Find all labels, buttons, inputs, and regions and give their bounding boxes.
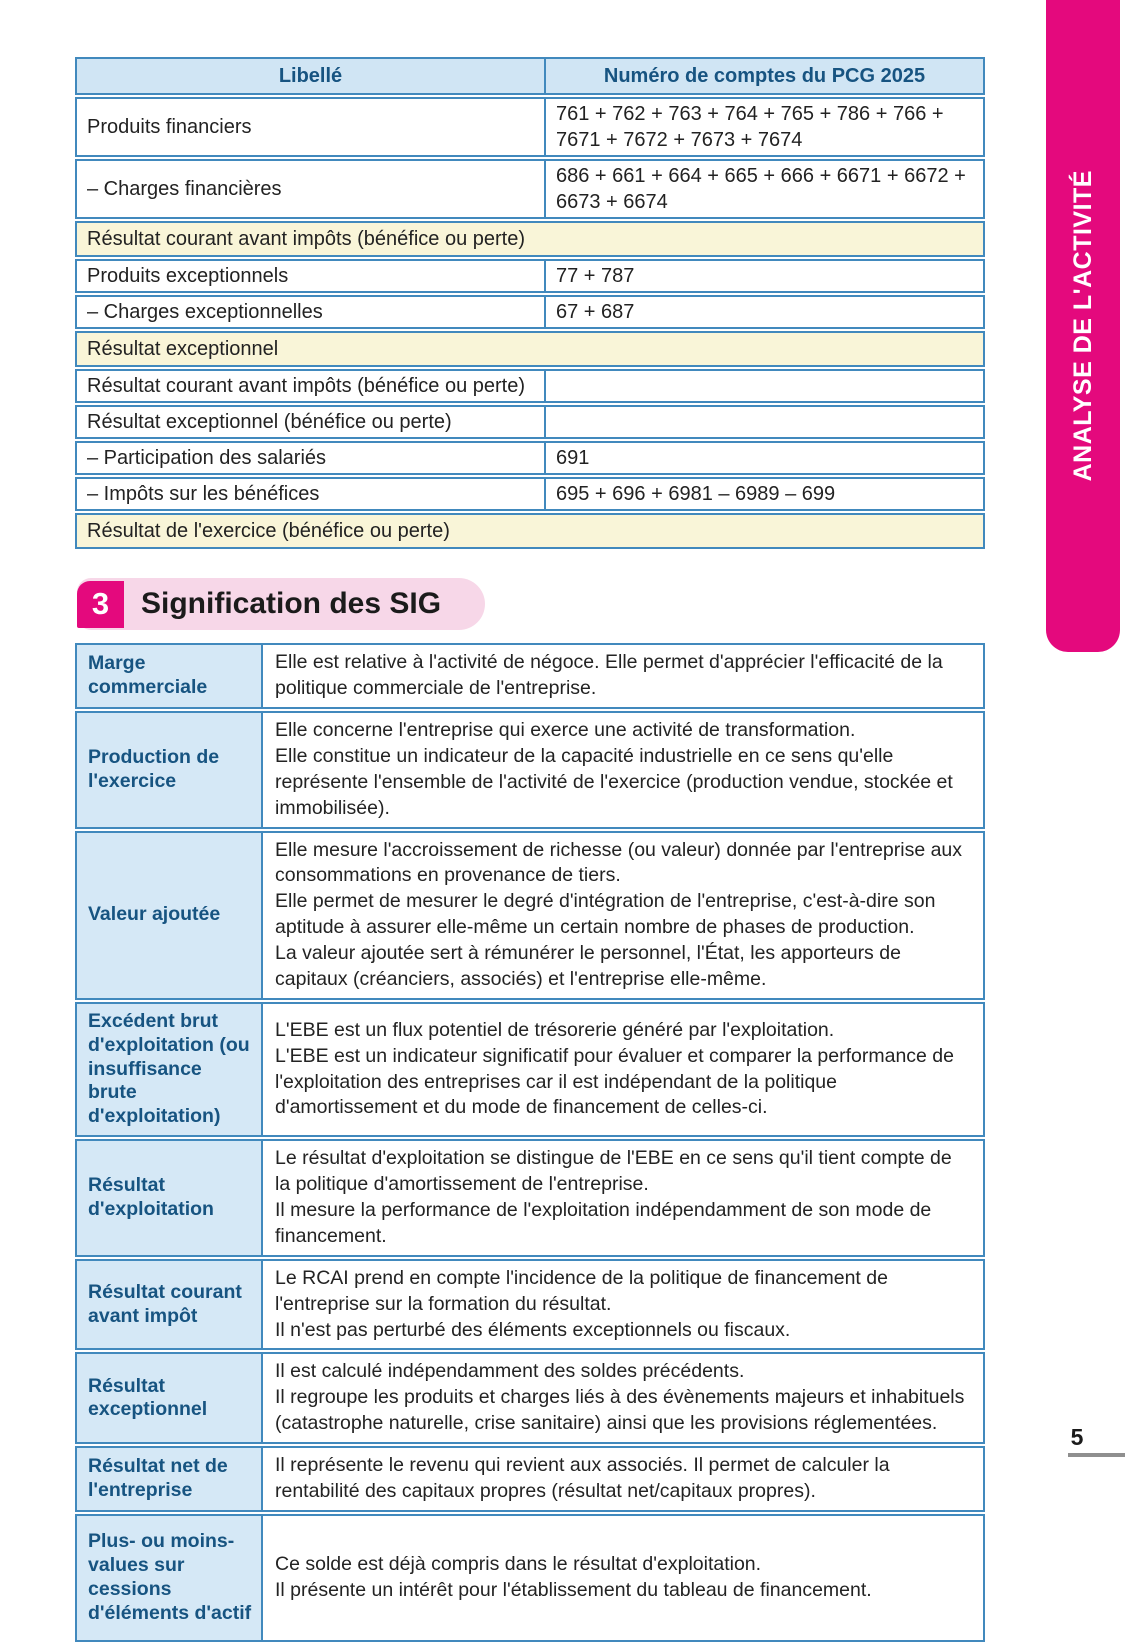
accounts-data-row — [75, 477, 985, 511]
sig-definition-cell — [261, 833, 983, 999]
sig-definition-cell — [261, 1354, 983, 1442]
sig-table-row — [75, 831, 985, 1001]
accounts-row-value — [544, 407, 983, 437]
accounts-row-label: Résultat exceptionnel (bénéfice ou perte) — [87, 411, 452, 433]
sig-definition-line: Il représente le revenu qui revient aux associés. Il permet de calculer la rentabilité des capitaux propres (résultat net/capitaux propres). — [275, 1454, 890, 1503]
sig-definition-cell — [261, 1261, 983, 1349]
accounts-data-row — [75, 441, 985, 475]
sig-term-label: Excédent brut d'exploitation (ou insuffisance brute d'exploitation) — [77, 1004, 261, 1135]
accounts-subtotal-row — [75, 513, 985, 549]
accounts-row-value — [544, 371, 983, 401]
section-title: Signification des SIG — [141, 587, 442, 620]
accounts-row-value: 686 + 661 + 664 + 665 + 666 + 6671 + 6672 + 6673 + 6674 — [544, 161, 983, 217]
accounts-data-row — [75, 259, 985, 293]
page-number: 5 — [1070, 1424, 1084, 1450]
accounts-data-row — [75, 405, 985, 439]
sig-term-label: Production de l'exercice — [77, 713, 261, 827]
sig-table-row — [75, 1514, 985, 1642]
accounts-row-label: Produits financiers — [87, 116, 252, 138]
accounts-data-row — [75, 159, 985, 219]
accounts-subtotal-label: Résultat de l'exercice (bénéfice ou perte) — [87, 520, 450, 542]
sig-table-row — [75, 1352, 985, 1444]
accounts-row-value: 691 — [544, 443, 983, 473]
sig-term-label: Résultat d'exploitation — [77, 1141, 261, 1255]
accounts-table-header-numero: Numéro de comptes du PCG 2025 — [544, 59, 983, 93]
sig-definition-line: Elle permet de mesurer le degré d'intégration de l'entreprise, c'est-à-dire son aptitude à assurer elle-même un certain nombre de phases de production. — [275, 890, 936, 939]
sig-definition-line: Il mesure la performance de l'exploitation indépendamment de son mode de financement. — [275, 1198, 932, 1247]
sig-table-row — [75, 1139, 985, 1257]
sig-definition-line: Le résultat d'exploitation se distingue de l'EBE en ce sens qu'il tient compte de la politique d'amortissement de l'entreprise. — [275, 1146, 952, 1195]
sig-definition-line: Il présente un intérêt pour l'établissement du tableau de financement. — [275, 1579, 872, 1602]
sig-table-row — [75, 711, 985, 829]
sig-term-label: Résultat exceptionnel — [77, 1354, 261, 1442]
accounts-subtotal-label: Résultat courant avant impôts (bénéfice ou perte) — [87, 228, 526, 250]
page-content — [75, 57, 985, 1644]
accounts-row-label: – Charges financières — [87, 178, 282, 200]
sig-table-row — [75, 1002, 985, 1137]
footer-rule — [1068, 1453, 1125, 1457]
sig-table-row — [75, 1446, 985, 1512]
accounts-row-value: 695 + 696 + 6981 – 6989 – 699 — [544, 479, 983, 509]
sig-definition-line: L'EBE est un indicateur significatif pour évaluer et comparer la performance de l'exploitation des entreprises car il est indépendant de la politique d'amortissement et du mode de financement de celles-ci. — [275, 1044, 954, 1119]
accounts-subtotal-row — [75, 331, 985, 367]
accounts-data-row — [75, 97, 985, 157]
sig-definition-line: Elle mesure l'accroissement de richesse (ou valeur) donnée par l'entreprise aux consommations en provenance de tiers. — [275, 838, 963, 887]
sig-definition-line: Elle concerne l'entreprise qui exerce une activité de transformation. — [275, 718, 856, 741]
accounts-subtotal-row — [75, 221, 985, 257]
sig-definition-cell — [261, 1004, 983, 1135]
accounts-row-label: – Charges exceptionnelles — [87, 301, 323, 323]
sig-definition-line: Ce solde est déjà compris dans le résultat d'exploitation. — [275, 1553, 762, 1576]
sig-term-label: Marge commerciale — [77, 645, 261, 707]
section-number-badge: 3 — [77, 581, 124, 628]
sig-term-label: Plus- ou moins-values sur cessions d'éléments d'actif — [77, 1516, 261, 1640]
accounts-subtotal-label: Résultat exceptionnel — [87, 338, 279, 360]
sig-definition-cell — [261, 645, 983, 707]
sig-term-label: Valeur ajoutée — [77, 833, 261, 999]
sig-definition-line: Il regroupe les produits et charges liés à des évènements majeurs et inhabituels (catastrophe naturelle, crise sanitaire) ainsi que les provisions réglementées. — [275, 1386, 965, 1435]
accounts-row-label: Résultat courant avant impôts (bénéfice ou perte) — [87, 375, 526, 397]
sig-definition-line: L'EBE est un flux potentiel de trésorerie généré par l'exploitation. — [275, 1018, 835, 1041]
accounts-table-header-row — [75, 57, 985, 95]
accounts-row-value: 761 + 762 + 763 + 764 + 765 + 786 + 766 + 7671 + 7672 + 7673 + 7674 — [544, 99, 983, 155]
accounts-row-label: Produits exceptionnels — [87, 265, 289, 287]
sig-definition-line: Le RCAI prend en compte l'incidence de la politique de financement de l'entreprise sur la formation du résultat. — [275, 1266, 888, 1315]
sig-definition-cell — [261, 713, 983, 827]
section-heading — [77, 578, 485, 630]
sig-definition-cell — [261, 1448, 983, 1510]
accounts-row-value: 77 + 787 — [544, 261, 983, 291]
sig-table-row — [75, 1259, 985, 1351]
sig-definition-line: Il est calculé indépendamment des soldes précédents. — [275, 1360, 745, 1383]
sig-definition-line: Elle est relative à l'activité de négoce. Elle permet d'apprécier l'efficacité de la politique commerciale de l'entreprise. — [275, 651, 943, 699]
accounts-table — [75, 57, 985, 549]
accounts-table-header-libelle: Libellé — [77, 59, 544, 93]
sig-definition-cell — [261, 1516, 983, 1640]
accounts-row-label: – Participation des salariés — [87, 447, 327, 469]
chapter-tab-label: ANALYSE DE L'ACTIVITÉ — [1068, 170, 1097, 482]
sig-term-label: Résultat courant avant impôt — [77, 1261, 261, 1349]
accounts-row-value: 67 + 687 — [544, 297, 983, 327]
sig-term-label: Résultat net de l'entreprise — [77, 1448, 261, 1510]
chapter-tab — [1046, 0, 1120, 652]
sig-definition-cell — [261, 1141, 983, 1255]
sig-definition-line: Elle constitue un indicateur de la capacité industrielle en ce sens qu'elle représente l'ensemble de l'activité de l'exercice (production vendue, stockée et immobilisée). — [275, 744, 953, 819]
sig-definitions-table — [75, 643, 985, 1642]
sig-definition-line: La valeur ajoutée sert à rémunérer le personnel, l'État, les apporteurs de capitaux (créanciers, associés) et l'entreprise elle-même. — [275, 942, 901, 991]
accounts-row-label: – Impôts sur les bénéfices — [87, 483, 320, 505]
accounts-data-row — [75, 369, 985, 403]
sig-definition-line: Il n'est pas perturbé des éléments exceptionnels ou fiscaux. — [275, 1318, 791, 1341]
accounts-data-row — [75, 295, 985, 329]
sig-table-row — [75, 643, 985, 709]
